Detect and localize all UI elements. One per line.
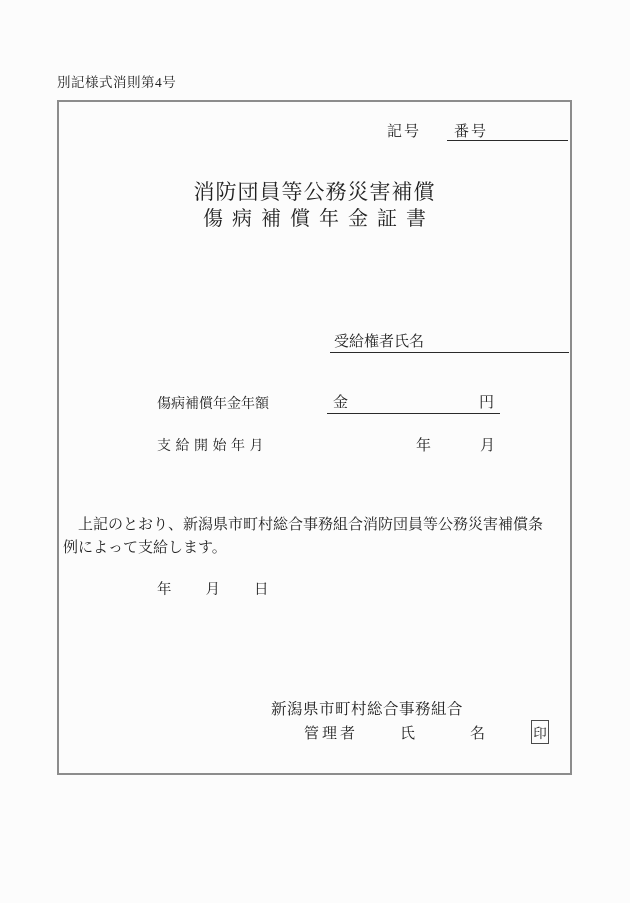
currency-suffix-label: 円 — [478, 395, 494, 411]
payment-start-year-label: 年 — [416, 438, 432, 454]
number-label: 番号 — [454, 124, 489, 140]
form-number-label: 別記様式消則第4号 — [57, 75, 177, 90]
recipient-name-field — [330, 332, 569, 353]
surname-label: 氏 — [400, 726, 416, 742]
seal-box — [531, 720, 549, 744]
issue-date-row — [157, 580, 269, 600]
currency-prefix-label: 金 — [333, 395, 349, 411]
issue-date-month-label: 月 — [205, 582, 220, 598]
body-line-1: 上記のとおり、新潟県市町村総合事務組合消防団員等公務災害補償条 — [78, 517, 544, 533]
certificate-box — [57, 100, 572, 775]
givenname-label: 名 — [470, 726, 486, 742]
recipient-name-label: 受給権者氏名 — [334, 334, 425, 350]
certificate-title — [59, 178, 570, 233]
manager-label: 管理者 — [304, 726, 359, 742]
payment-start-month-label: 月 — [480, 438, 496, 454]
body-paragraph — [63, 514, 569, 560]
issue-date-day-label: 日 — [254, 582, 269, 598]
body-line-2: 例によって支給します。 — [63, 540, 227, 556]
certificate-title-line1: 消防団員等公務災害補償 — [193, 180, 436, 204]
issue-date-year-label: 年 — [157, 582, 172, 598]
annual-amount-label: 傷病補償年金年額 — [157, 397, 269, 412]
number-field — [447, 124, 568, 141]
symbol-label: 記号 — [387, 124, 422, 140]
certificate-title-line2: 傷病補償年金証書 — [203, 208, 435, 230]
amount-field — [327, 393, 500, 414]
organization-name: 新潟県市町村総合事務組合 — [271, 701, 464, 718]
seal-character: 印 — [533, 726, 547, 741]
payment-start-label: 支給開始年月 — [157, 439, 268, 454]
